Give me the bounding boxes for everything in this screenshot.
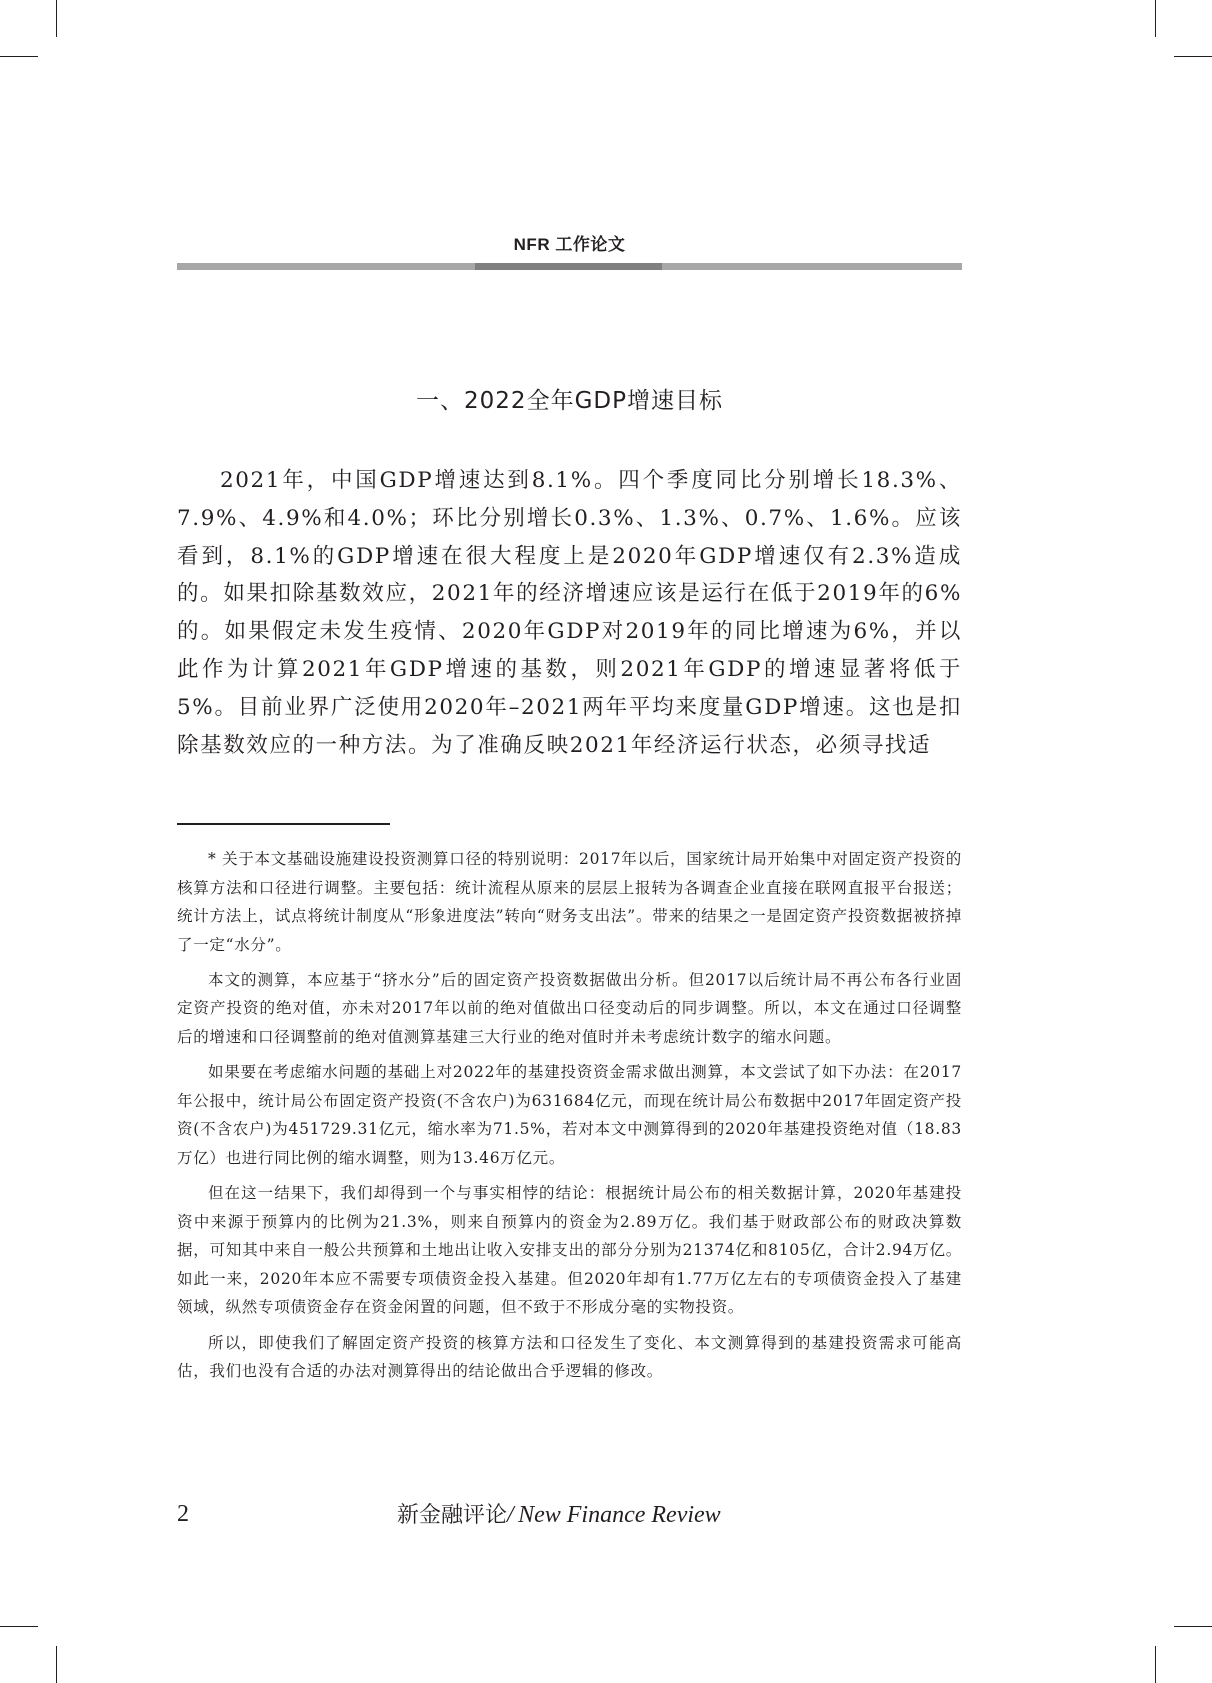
crop-mark-top-right-vertical <box>1155 0 1156 37</box>
crop-mark-top-right-horizontal <box>1174 56 1212 57</box>
crop-mark-bottom-left-horizontal <box>0 1626 38 1627</box>
body-paragraph: 2021年，中国GDP增速达到8.1%。四个季度同比分别增长18.3%、7.9%、4.9%和4.0%；环比分别增长0.3%、1.3%、0.7%、1.6%。应该看到，8.1%的GDP增速在很大程度上是2020年GDP增速仅有2.3%造成的。如果扣除基数效应，2021年的经济增速应该是运行在低于2019年的6%的。如果假定未发生疫情、2020年GDP对2019年的同比增速为6%，并以此作为计算2021年GDP增速的基数，则2021年GDP的增速显著将低于5%。目前业界广泛使用2020年–2021两年平均来度量GDP增速。这也是扣除基数效应的一种方法。为了准确反映2021年经济运行状态，必须寻找适 <box>177 468 962 758</box>
running-head-bar-accent <box>475 263 662 270</box>
journal-title-english: New Finance Review <box>518 1502 721 1528</box>
crop-mark-top-left-horizontal <box>0 56 38 57</box>
journal-title-separator: / <box>507 1502 514 1528</box>
footnote-paragraph: 本文的测算，本应基于“挤水分”后的固定资产投资数据做出分析。但2017以后统计局不再公布各行业固定资产投资的绝对值，亦未对2017年以前的绝对值做出口径变动后的同步调整。所以，本文在通过口径调整后的增速和口径调整前的绝对值测算基建三大行业的绝对值时并未考虑统计数字的缩水问题。 <box>177 970 962 1047</box>
section-title: 一、2022全年GDP增速目标 <box>416 388 723 414</box>
page-number: 2 <box>177 1501 189 1527</box>
footnote-paragraph: 但在这一结果下，我们却得到一个与事实相悖的结论：根据统计局公布的相关数据计算，2020年基建投资中来源于预算内的比例为21.3%，则来自预算内的资金为2.89万亿。我们基于财政部公布的财政决算数据，可知其中来自一般公共预算和土地出让收入安排支出的部分分别为21374亿和8105亿，合计2.94万亿。如此一来，2020年本应不需要专项债资金投入基建。但2020年却有1.77万亿左右的专项债资金投入了基建领域，纵然专项债资金存在资金闲置的问题，但不致于不形成分毫的实物投资。 <box>177 1184 962 1317</box>
running-head: NFR 工作论文 <box>513 235 626 254</box>
crop-mark-top-left-vertical <box>56 0 57 37</box>
footnote-paragraph: * 关于本文基础设施建设投资测算口径的特别说明：2017年以后，国家统计局开始集中对固定资产投资的核算方法和口径进行调整。主要包括：统计流程从原来的层层上报转为各调查企业直接在联网直报平台报送；统计方法上，试点将统计制度从“形象进度法”转向“财务支出法”。带来的结果之一是固定资产投资数据被挤掉了一定“水分”。 <box>177 850 962 954</box>
footnotes <box>177 845 962 1392</box>
footnote-separator <box>177 823 390 825</box>
crop-mark-bottom-right-vertical <box>1155 1646 1156 1683</box>
footnote-paragraph: 所以，即使我们了解固定资产投资的核算方法和口径发生了变化、本文测算得到的基建投资需求可能高估，我们也没有合适的办法对测算得出的结论做出合乎逻辑的修改。 <box>177 1333 962 1381</box>
running-head-bar <box>177 263 962 270</box>
footnote-paragraph: 如果要在考虑缩水问题的基础上对2022年的基建投资资金需求做出测算，本文尝试了如下办法：在2017年公报中，统计局公布固定资产投资(不含农户)为631684亿元，而现在统计局公布数据中2017年固定资产投资(不含农户)为451729.31亿元，缩水率为71.5%，若对本文中测算得到的2020年基建投资绝对值（18.83万亿）也进行同比例的缩水调整，则为13.46万亿元。 <box>177 1063 962 1167</box>
crop-mark-bottom-right-horizontal <box>1174 1626 1212 1627</box>
journal-title <box>397 1501 721 1530</box>
journal-title-chinese: 新金融评论 <box>397 1503 508 1528</box>
crop-mark-bottom-left-vertical <box>56 1646 57 1683</box>
